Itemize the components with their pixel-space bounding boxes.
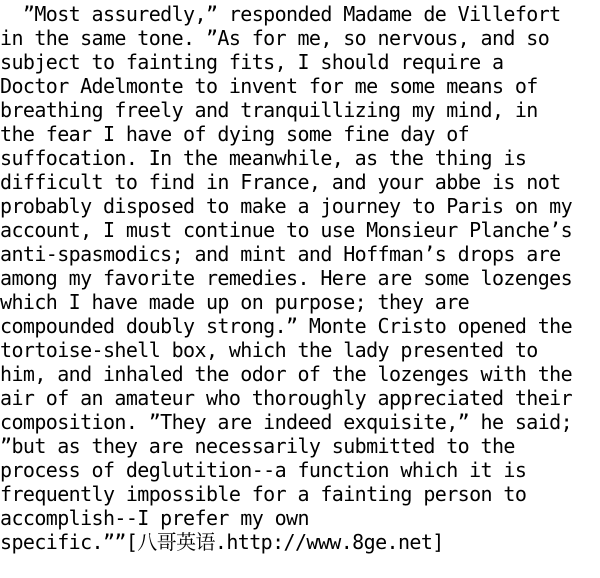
text-line: ”Most assuredly,” responded Madame de Villefort (0, 2, 561, 26)
text-line: the fear I have of dying some fine day of (0, 122, 470, 146)
text-line: air of an amateur who thoroughly appreciated their (0, 386, 573, 410)
text-line: ”but as they are necessarily submitted to the (0, 434, 515, 458)
text-line: Doctor Adelmonte to invent for me some means of (0, 74, 538, 98)
text-line: accomplish--I prefer my own (0, 506, 309, 530)
text-line: which I have made up on purpose; they are (0, 290, 470, 314)
text-line: frequently impossible for a fainting person to (0, 482, 527, 506)
text-line: suffocation. In the meanwhile, as the thing is (0, 146, 527, 170)
text-line: process of deglutition--a function which it is (0, 458, 527, 482)
text-line: among my favorite remedies. Here are some lozenges (0, 266, 573, 290)
text-line: breathing freely and tranquillizing my mind, in (0, 98, 538, 122)
text-line: difficult to find in France, and your abbe is not (0, 170, 561, 194)
text-line: account, I must continue to use Monsieur Planche’s (0, 218, 573, 242)
document-body (0, 2, 600, 554)
text-line: tortoise-shell box, which the lady presented to (0, 338, 538, 362)
text-line: anti-spasmodics; and mint and Hoffman’s drops are (0, 242, 561, 266)
text-line: probably disposed to make a journey to Paris on my (0, 194, 573, 218)
text-line: compounded doubly strong.” Monte Cristo opened the (0, 314, 573, 338)
text-line: subject to fainting fits, I should require a (0, 50, 504, 74)
text-line: him, and inhaled the odor of the lozenges with the (0, 362, 573, 386)
text-line: composition. ”They are indeed exquisite,” he said; (0, 410, 573, 434)
source-link-line: specific.””[八哥英语.http://www.8ge.net] (0, 530, 444, 554)
text-line: in the same tone. ”As for me, so nervous, and so (0, 26, 550, 50)
